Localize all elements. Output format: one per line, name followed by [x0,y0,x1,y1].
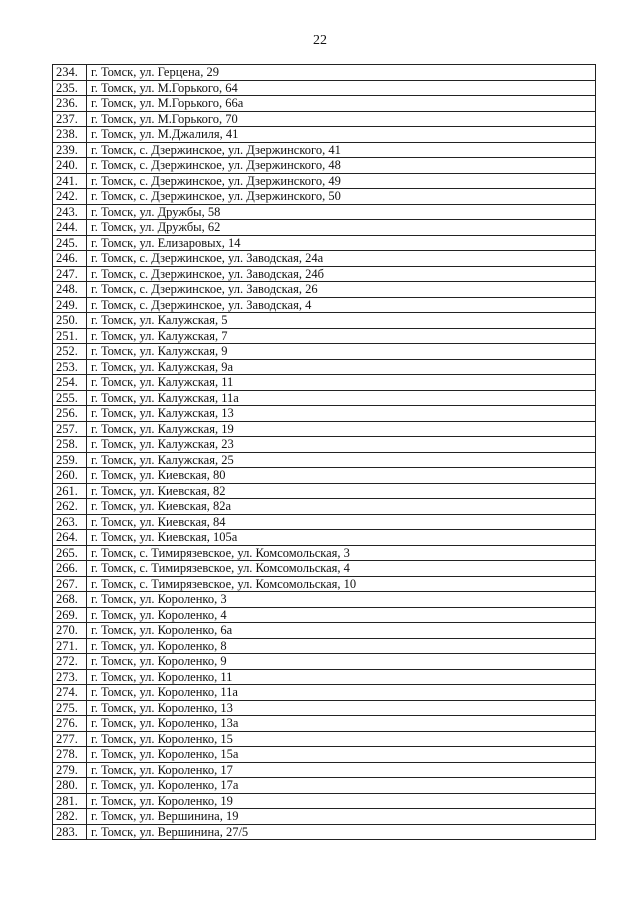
address-cell: г. Томск, с. Тимирязевское, ул. Комсомольская, 10 [87,576,596,592]
address-cell: г. Томск, ул. Калужская, 9 [87,344,596,360]
row-number-cell: 258. [53,437,87,453]
address-cell: г. Томск, ул. М.Горького, 70 [87,111,596,127]
row-number-cell: 239. [53,142,87,158]
address-cell: г. Томск, ул. Киевская, 80 [87,468,596,484]
row-number-cell: 282. [53,809,87,825]
table-row [53,762,596,778]
row-number-cell: 250. [53,313,87,329]
table-row [53,421,596,437]
row-number-cell: 255. [53,390,87,406]
row-number-cell: 248. [53,282,87,298]
address-cell: г. Томск, с. Дзержинское, ул. Дзержинского, 48 [87,158,596,174]
table-row [53,793,596,809]
address-cell: г. Томск, ул. Вершинина, 19 [87,809,596,825]
table-row [53,65,596,81]
address-cell: г. Томск, ул. Вершинина, 27/5 [87,824,596,840]
row-number-cell: 237. [53,111,87,127]
table-row [53,545,596,561]
row-number-cell: 261. [53,483,87,499]
row-number-cell: 276. [53,716,87,732]
row-number-cell: 257. [53,421,87,437]
address-cell: г. Томск, ул. Короленко, 9 [87,654,596,670]
table-row [53,654,596,670]
row-number-cell: 251. [53,328,87,344]
table-row [53,499,596,515]
table-row [53,468,596,484]
address-cell: г. Томск, ул. Короленко, 4 [87,607,596,623]
address-cell: г. Томск, ул. Короленко, 11 [87,669,596,685]
row-number-cell: 265. [53,545,87,561]
table-row [53,731,596,747]
table-row [53,282,596,298]
table-row [53,142,596,158]
table-row [53,607,596,623]
row-number-cell: 259. [53,452,87,468]
table-row [53,375,596,391]
table-row [53,638,596,654]
address-cell: г. Томск, ул. Елизаровых, 14 [87,235,596,251]
row-number-cell: 267. [53,576,87,592]
row-number-cell: 245. [53,235,87,251]
table-row [53,406,596,422]
table-row [53,297,596,313]
address-cell: г. Томск, ул. Короленко, 13 [87,700,596,716]
table-row [53,328,596,344]
table-row [53,716,596,732]
address-cell: г. Томск, ул. М.Горького, 64 [87,80,596,96]
table-row [53,700,596,716]
address-cell: г. Томск, ул. Короленко, 13а [87,716,596,732]
address-cell: г. Томск, ул. Калужская, 7 [87,328,596,344]
row-number-cell: 262. [53,499,87,515]
table-row [53,158,596,174]
address-cell: г. Томск, с. Тимирязевское, ул. Комсомольская, 3 [87,545,596,561]
address-cell: г. Томск, ул. Короленко, 19 [87,793,596,809]
address-cell: г. Томск, ул. Киевская, 105а [87,530,596,546]
table-row [53,359,596,375]
table-row [53,747,596,763]
table-row [53,127,596,143]
row-number-cell: 273. [53,669,87,685]
address-cell: г. Томск, ул. Дружбы, 58 [87,204,596,220]
address-cell: г. Томск, ул. Короленко, 15 [87,731,596,747]
address-cell: г. Томск, с. Дзержинское, ул. Дзержинского, 50 [87,189,596,205]
table-row [53,778,596,794]
table-row [53,173,596,189]
address-cell: г. Томск, с. Тимирязевское, ул. Комсомольская, 4 [87,561,596,577]
page-number: 22 [313,33,327,48]
table-row [53,824,596,840]
address-cell: г. Томск, ул. Калужская, 11а [87,390,596,406]
address-cell: г. Томск, с. Дзержинское, ул. Заводская, 24а [87,251,596,267]
table-row [53,390,596,406]
address-cell: г. Томск, ул. Короленко, 3 [87,592,596,608]
row-number-cell: 275. [53,700,87,716]
table-row [53,561,596,577]
table-row [53,189,596,205]
address-cell: г. Томск, с. Дзержинское, ул. Дзержинского, 41 [87,142,596,158]
row-number-cell: 268. [53,592,87,608]
table-row [53,266,596,282]
table-row [53,437,596,453]
table-row [53,235,596,251]
row-number-cell: 279. [53,762,87,778]
address-cell: г. Томск, ул. Калужская, 11 [87,375,596,391]
row-number-cell: 281. [53,793,87,809]
row-number-cell: 252. [53,344,87,360]
address-cell: г. Томск, ул. Короленко, 11а [87,685,596,701]
table-row [53,313,596,329]
address-cell: г. Томск, ул. Герцена, 29 [87,65,596,81]
row-number-cell: 241. [53,173,87,189]
address-cell: г. Томск, ул. Короленко, 6а [87,623,596,639]
row-number-cell: 236. [53,96,87,112]
table-row [53,80,596,96]
address-cell: г. Томск, ул. М.Джалиля, 41 [87,127,596,143]
row-number-cell: 246. [53,251,87,267]
table-row [53,809,596,825]
address-cell: г. Томск, ул. Калужская, 5 [87,313,596,329]
row-number-cell: 260. [53,468,87,484]
row-number-cell: 277. [53,731,87,747]
address-cell: г. Томск, ул. Короленко, 15а [87,747,596,763]
address-cell: г. Томск, ул. Киевская, 82 [87,483,596,499]
table-row [53,669,596,685]
table-row [53,204,596,220]
row-number-cell: 243. [53,204,87,220]
row-number-cell: 269. [53,607,87,623]
address-cell: г. Томск, ул. М.Горького, 66а [87,96,596,112]
address-cell: г. Томск, ул. Короленко, 17а [87,778,596,794]
address-cell: г. Томск, с. Дзержинское, ул. Заводская, 4 [87,297,596,313]
row-number-cell: 274. [53,685,87,701]
row-number-cell: 249. [53,297,87,313]
address-cell: г. Томск, ул. Калужская, 13 [87,406,596,422]
row-number-cell: 235. [53,80,87,96]
row-number-cell: 283. [53,824,87,840]
table-row [53,483,596,499]
row-number-cell: 272. [53,654,87,670]
address-cell: г. Томск, ул. Короленко, 8 [87,638,596,654]
table-row [53,685,596,701]
address-cell: г. Томск, ул. Калужская, 9а [87,359,596,375]
table-row [53,514,596,530]
row-number-cell: 278. [53,747,87,763]
address-table-body [53,65,596,840]
table-row [53,452,596,468]
row-number-cell: 270. [53,623,87,639]
table-row [53,251,596,267]
address-cell: г. Томск, с. Дзержинское, ул. Заводская, 24б [87,266,596,282]
table-row [53,96,596,112]
table-row [53,623,596,639]
row-number-cell: 240. [53,158,87,174]
table-row [53,111,596,127]
address-cell: г. Томск, ул. Дружбы, 62 [87,220,596,236]
address-cell: г. Томск, ул. Калужская, 25 [87,452,596,468]
address-cell: г. Томск, с. Дзержинское, ул. Заводская, 26 [87,282,596,298]
address-cell: г. Томск, с. Дзержинское, ул. Дзержинского, 49 [87,173,596,189]
row-number-cell: 256. [53,406,87,422]
address-cell: г. Томск, ул. Киевская, 82а [87,499,596,515]
row-number-cell: 253. [53,359,87,375]
row-number-cell: 242. [53,189,87,205]
address-cell: г. Томск, ул. Калужская, 19 [87,421,596,437]
row-number-cell: 247. [53,266,87,282]
row-number-cell: 244. [53,220,87,236]
row-number-cell: 280. [53,778,87,794]
table-row [53,530,596,546]
row-number-cell: 266. [53,561,87,577]
address-cell: г. Томск, ул. Короленко, 17 [87,762,596,778]
row-number-cell: 263. [53,514,87,530]
address-cell: г. Томск, ул. Киевская, 84 [87,514,596,530]
table-row [53,592,596,608]
row-number-cell: 234. [53,65,87,81]
row-number-cell: 238. [53,127,87,143]
table-row [53,576,596,592]
address-cell: г. Томск, ул. Калужская, 23 [87,437,596,453]
table-row [53,344,596,360]
row-number-cell: 254. [53,375,87,391]
table-row [53,220,596,236]
address-table [52,64,596,840]
row-number-cell: 271. [53,638,87,654]
row-number-cell: 264. [53,530,87,546]
